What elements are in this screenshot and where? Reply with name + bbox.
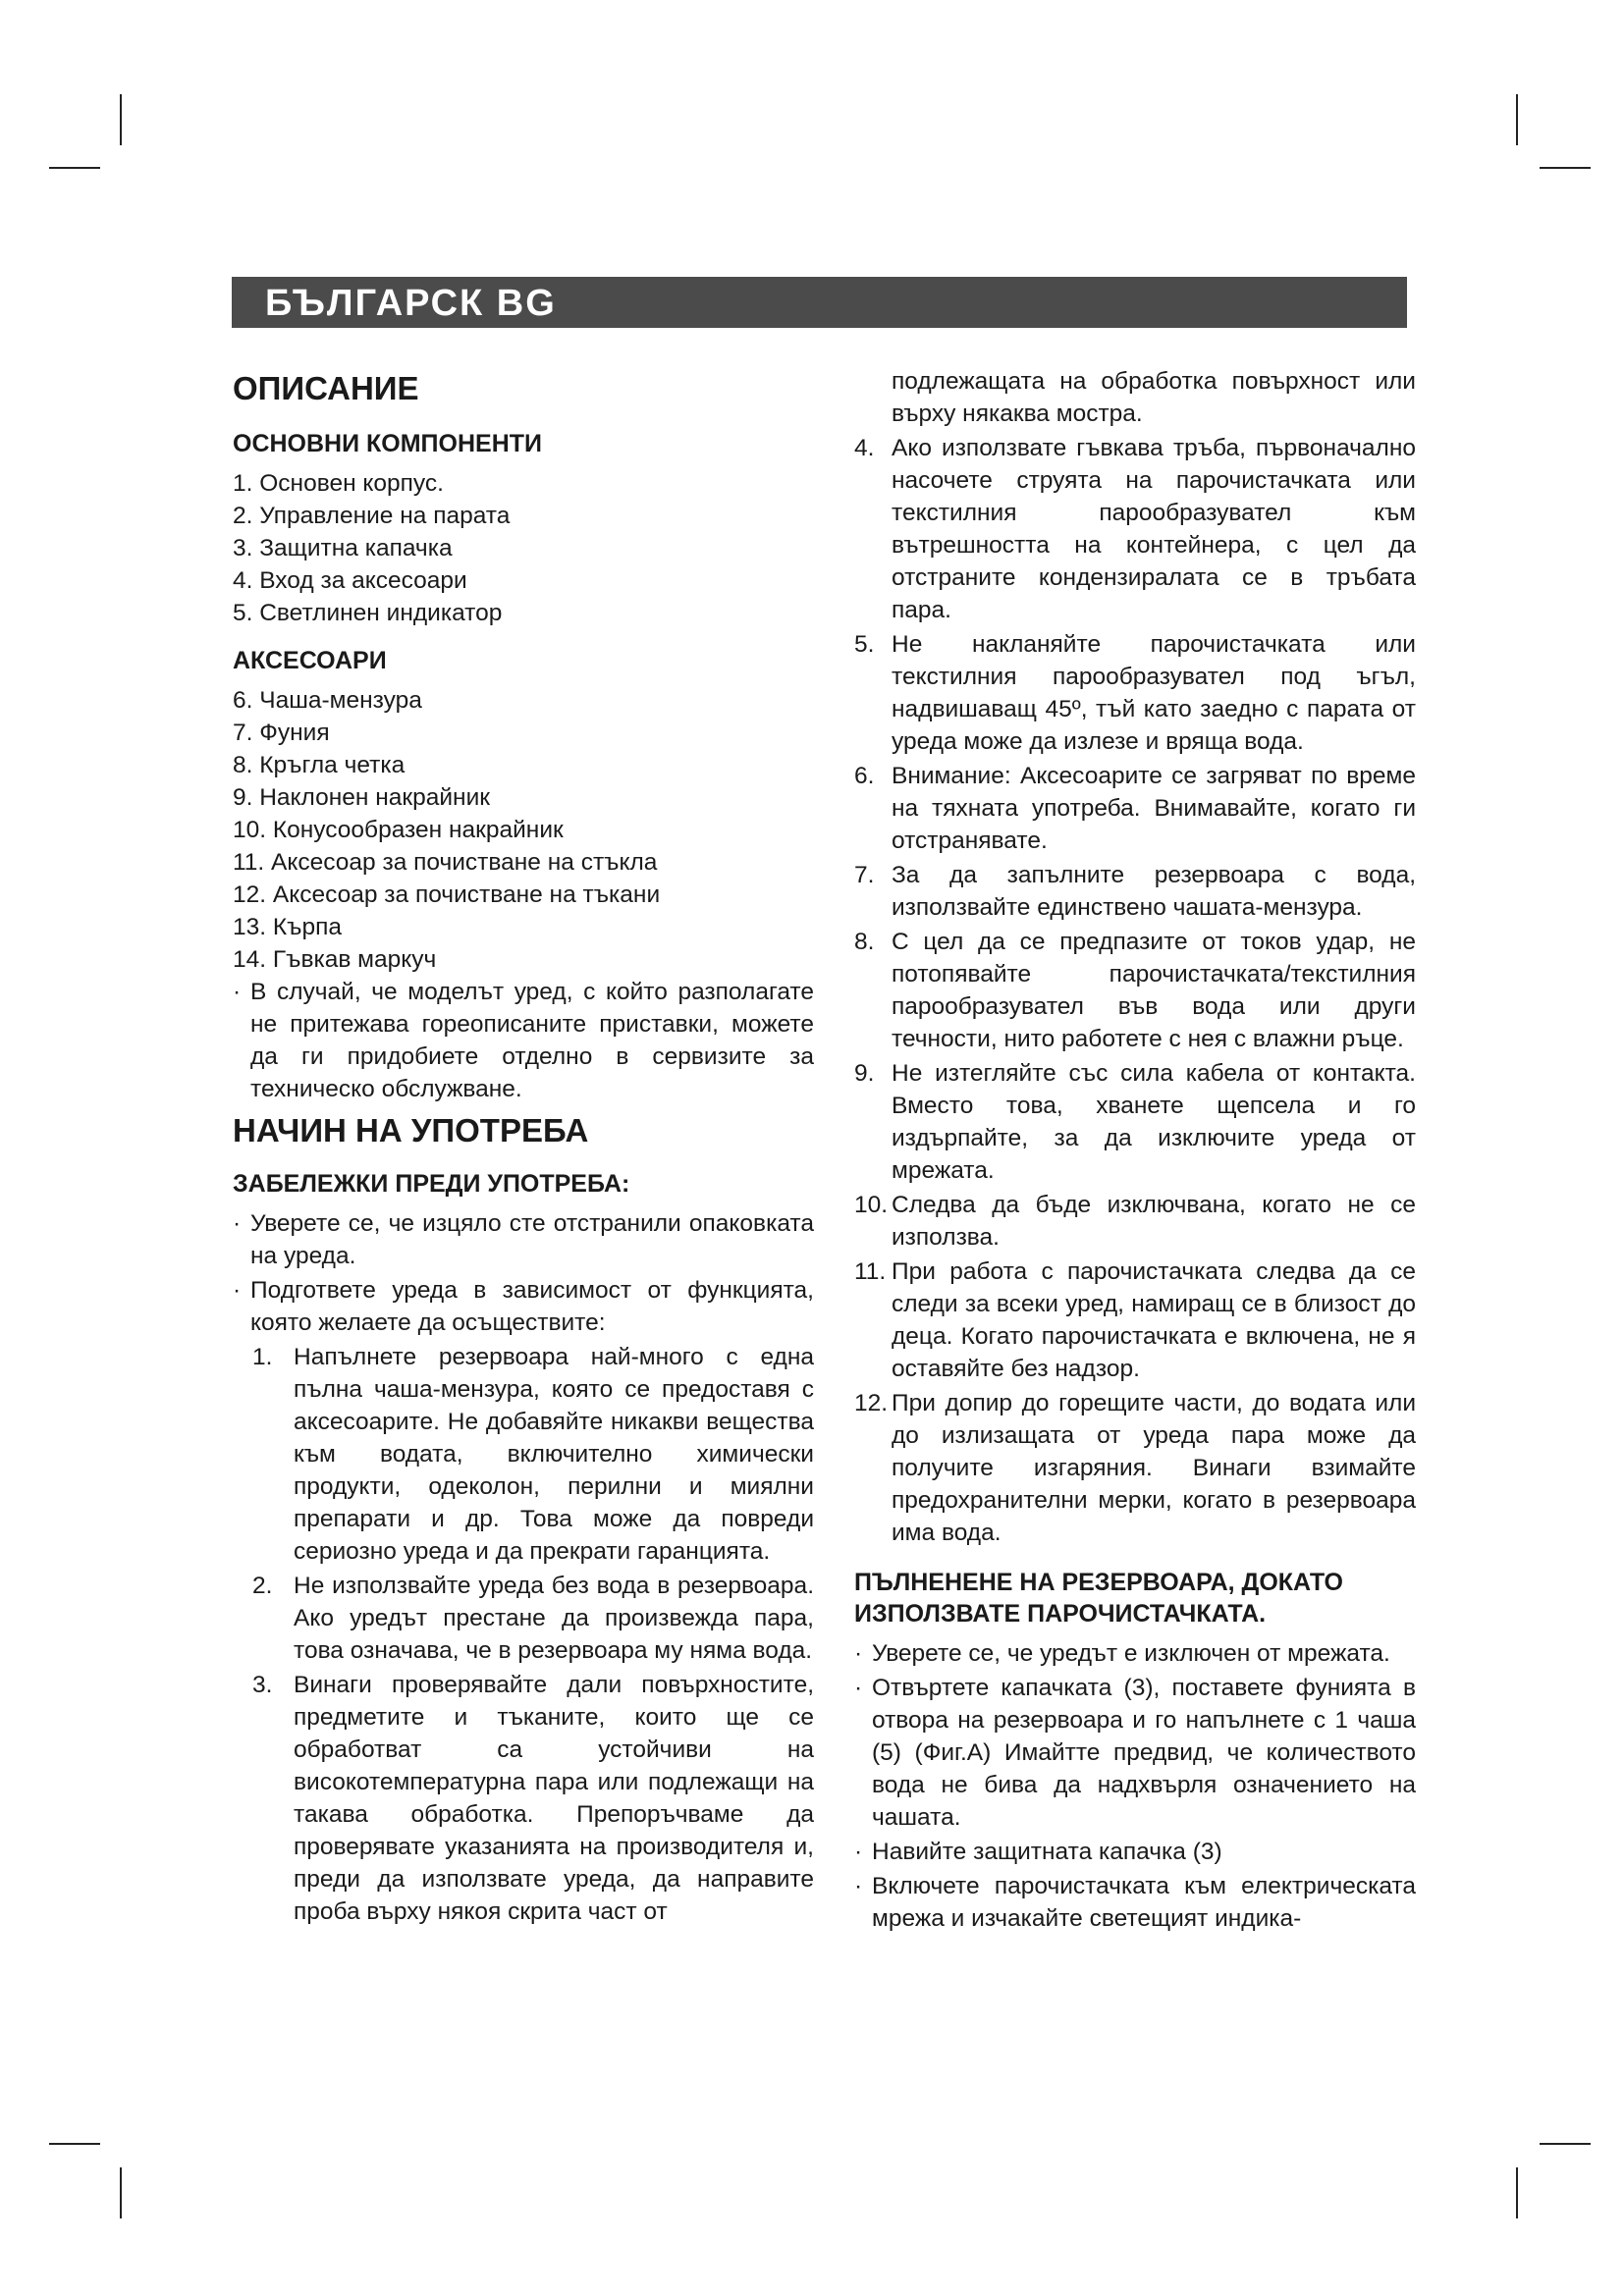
precaution-number: 7.	[854, 862, 875, 888]
crop-mark	[49, 2143, 100, 2145]
crop-mark	[1516, 2167, 1518, 2218]
bullet-dot: ·	[854, 1873, 863, 1899]
list-item: 10. Конусообразен накрайник	[233, 817, 564, 843]
list-item: 13. Кърпа	[233, 914, 342, 940]
list-item: 6. Чаша-мензура	[233, 687, 422, 714]
note-text: Подгответе уреда в зависимост от функцията, която желаете да осъществите:	[250, 1277, 814, 1336]
crop-mark	[1540, 2143, 1591, 2145]
note-item	[233, 1207, 814, 1272]
list-item: 1. Основен корпус.	[233, 470, 444, 497]
components-title: ОСНОВНИ КОМПОНЕНТИ	[233, 430, 542, 457]
language-header-title: БЪЛГАРСК BG	[265, 283, 557, 324]
note-text: Уверете се, че изцяло сте отстранили опаковката на уреда.	[250, 1210, 814, 1269]
filling-step	[854, 1637, 1416, 1670]
list-item: 5. Светлинен индикатор	[233, 600, 503, 626]
usage-title: НАЧИН НА УПОТРЕБА	[233, 1112, 589, 1148]
precaution-text: Ако използвате гъвкава тръба, първоначално насочете струята на парочистачката или текстилния парообразувател към вътрешността на контейнера, с цел да отстраните кондензиралата се в тръбата пара.	[892, 435, 1416, 623]
filling-step-text: Отвъртете капачката (3), поставете фунията в отвора на резервоара и го напълнете с 1 чаша (5) (Фиг.А) Имайтте предвид, че количеството вода не бива да надхвърля означението на чашата.	[872, 1675, 1416, 1831]
list-item: 11. Аксесоар за почистване на стъкла	[233, 849, 658, 876]
filling-step	[854, 1672, 1416, 1834]
precaution-number: 5.	[854, 631, 875, 658]
filling-step	[854, 1836, 1416, 1868]
step-number: 1.	[252, 1344, 273, 1370]
precaution-item	[854, 1189, 1416, 1254]
crop-mark	[49, 167, 100, 169]
precaution-text: При работа с парочистачката следва да се следи за всеки уред, намиращ се в близост до деца. Когато парочистачката е включена, не я оставяйте без надзор.	[892, 1258, 1416, 1382]
step-number: 2.	[252, 1573, 273, 1599]
list-item: 9. Наклонен накрайник	[233, 784, 490, 811]
precaution-text: Следва да бъде изключвана, когато не се използва.	[892, 1192, 1416, 1251]
step-text: Напълнете резервоара най-много с една пълна чаша-мензура, която се предоставя с аксесоарите. Не добавяйте никакви вещества към водата, включително химически продукти, одеколон, перилни и миялни препарати и др. Това може да повреди сериозно уреда и да прекрати гаранцията.	[294, 1344, 814, 1565]
step-item	[252, 1570, 814, 1667]
right-column	[854, 365, 1416, 1937]
filling-step-text: Включете парочистачката към електрическата мрежа и изчакайте светещият индика-	[872, 1873, 1416, 1932]
precaution-item	[854, 432, 1416, 626]
precautions-list	[854, 432, 1416, 1549]
bullet-dot: ·	[854, 1640, 863, 1667]
precaution-item	[854, 1255, 1416, 1385]
accessories-title: АКСЕСОАРИ	[233, 647, 387, 674]
list-item: 3. Защитна капачка	[233, 535, 453, 561]
step-item	[252, 1669, 814, 1928]
precaution-text: С цел да се предпазите от токов удар, не потопявайте парочистачката/текстилния парообразувател във вода или други течности, нито работете с нея с влажни ръце.	[892, 929, 1416, 1052]
filling-step-text: Уверете се, че уредът е изключен от мрежата.	[872, 1640, 1390, 1667]
precaution-number: 12.	[854, 1390, 889, 1416]
precaution-item	[854, 859, 1416, 924]
accessories-list	[233, 684, 814, 976]
list-item: 4. Вход за аксесоари	[233, 567, 467, 594]
bullet-dot: ·	[854, 1839, 863, 1865]
precaution-number: 11.	[854, 1258, 887, 1285]
precaution-number: 6.	[854, 763, 875, 789]
bullet-dot: ·	[233, 979, 242, 1005]
step-number: 3.	[252, 1672, 273, 1698]
bullet-dot: ·	[233, 1210, 242, 1237]
bullet-dot: ·	[854, 1675, 863, 1701]
list-item: 12. Аксесоар за почистване на тъкани	[233, 881, 661, 908]
crop-mark	[1516, 94, 1518, 145]
precaution-text: За да запълните резервоара с вода, използвайте единствено чашата-мензура.	[892, 862, 1416, 921]
precaution-item	[854, 628, 1416, 758]
step-continuation: подлежащата на обработка повърхност или върху някаква мостра.	[892, 368, 1416, 427]
crop-mark	[120, 94, 122, 145]
precaution-item	[854, 1057, 1416, 1187]
list-item: 8. Кръгла четка	[233, 752, 406, 778]
step-text: Не използвайте уреда без вода в резервоара. Ако уредът престане да произвежда пара, това означава, че в резервоара му няма вода.	[294, 1573, 814, 1664]
description-title: ОПИСАНИЕ	[233, 370, 419, 406]
step-item	[252, 1341, 814, 1568]
note-item	[233, 1274, 814, 1339]
accessories-note	[233, 976, 814, 1105]
list-item: 7. Фуния	[233, 720, 330, 746]
left-column	[233, 365, 814, 1930]
bullet-dot: ·	[233, 1277, 242, 1304]
precaution-number: 10.	[854, 1192, 889, 1218]
precaution-text: Не накланяйте парочистачката или текстилния парообразувател под ъгъл, надвишаващ 45º, тъй като заедно с парата от уреда може да излезе и вряща вода.	[892, 631, 1416, 755]
precaution-text: Не изтегляйте със сила кабела от контакта. Вместо това, хванете щепсела и го издърпайте, за да изключите уреда от мрежата.	[892, 1060, 1416, 1184]
precaution-item	[854, 760, 1416, 857]
precaution-text: Внимание: Аксесоарите се загряват по време на тяхната употреба. Внимавайте, когато ги отстранявате.	[892, 763, 1416, 854]
list-item: 14. Гъвкав маркуч	[233, 946, 437, 973]
accessories-note-text: В случай, че моделът уред, с който разполагате не притежава гореописаните приставки, можете да ги придобиете отделно в сервизите за техническо обслужване.	[250, 979, 814, 1102]
steps-list	[252, 1341, 814, 1928]
components-list	[233, 467, 814, 629]
filling-step-text: Навийте защитната капачка (3)	[872, 1839, 1222, 1865]
step-text: Винаги проверявайте дали повърхностите, предметите и тъканите, които ще се обработват са устойчиви на високотемпературна пара или подлежащи на такава обработка. Препоръчваме да проверявате указанията на производителя и, преди да използвате уреда, да направите проба върху някоя скрита част от	[294, 1672, 814, 1925]
precaution-text: При допир до горещите части, до водата или до излизащата от уреда пара може да получите изгаряния. Винаги взимайте предохранителни мерки, когато в резервоара има вода.	[892, 1390, 1416, 1546]
language-header-bar	[232, 277, 1407, 328]
notes-title: ЗАБЕЛЕЖКИ ПРЕДИ УПОТРЕБА:	[233, 1170, 630, 1198]
crop-mark	[120, 2167, 122, 2218]
filling-step	[854, 1870, 1416, 1935]
filling-title: ПЪЛНЕНЕНЕ НА РЕЗЕРВОАРА, ДОКАТО ИЗПОЛЗВАТЕ ПАРОЧИСТАЧКАТА.	[854, 1569, 1343, 1628]
crop-mark	[1540, 167, 1591, 169]
precaution-item	[854, 926, 1416, 1055]
precaution-number: 9.	[854, 1060, 875, 1087]
precaution-item	[854, 1387, 1416, 1549]
precaution-number: 4.	[854, 435, 875, 461]
precaution-number: 8.	[854, 929, 875, 955]
list-item: 2. Управление на парата	[233, 503, 511, 529]
